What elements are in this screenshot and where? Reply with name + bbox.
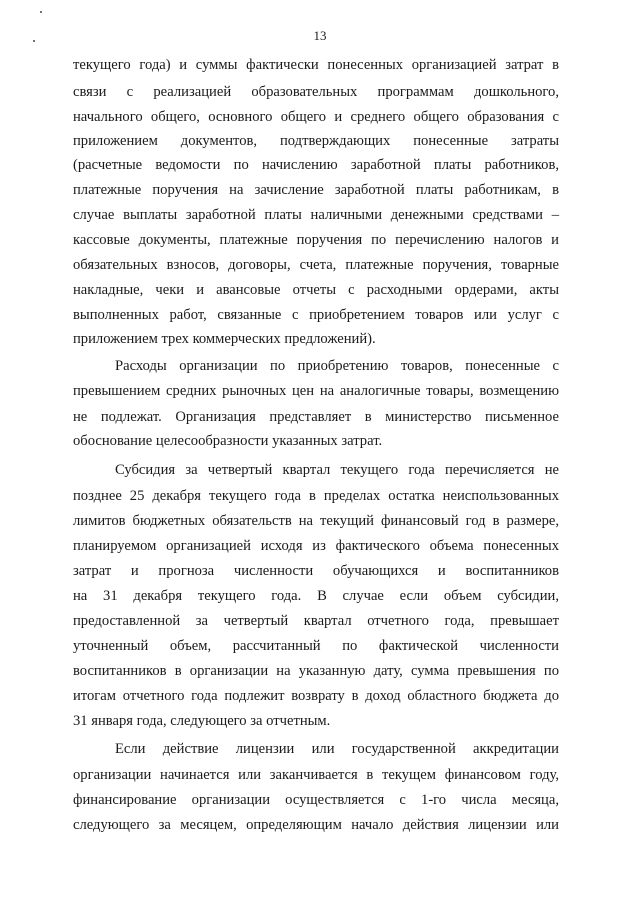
text-line: затрат и прогноза численности обучающихся и воспитанников: [73, 563, 559, 579]
text-line: итогам отчетного года подлежит возврату в доход областного бюджета до: [73, 688, 559, 704]
text-line: уточненный объем, рассчитанный по фактической численности: [73, 638, 559, 654]
text-line: накладные, чеки и авансовые отчеты с расходными ордерами, акты: [73, 282, 559, 298]
text-line: платежные поручения на зачисление заработной платы работникам, в: [73, 182, 559, 198]
text-line: превышением средних рыночных цен на аналогичные товары, возмещению: [73, 383, 559, 399]
text-line: воспитанников в организации на указанную дату, сумма превышения по: [73, 663, 559, 679]
text-line: финансирование организации осуществляется с 1-го числа месяца,: [73, 792, 559, 808]
text-line: планируемом организацией исходя из фактического объема понесенных: [73, 538, 559, 554]
text-line: на 31 декабря текущего года. В случае если объем субсидии,: [73, 588, 559, 604]
text-line: позднее 25 декабря текущего года в пределах остатка неиспользованных: [73, 488, 559, 504]
text-line: организации начинается или заканчивается в текущем финансовом году,: [73, 767, 559, 783]
text-line: приложением документов, подтверждающих понесенные затраты: [73, 133, 559, 149]
text-line: случае выплаты заработной платы наличными денежными средствами –: [73, 207, 559, 223]
text-line: Субсидия за четвертый квартал текущего года перечисляется не: [115, 462, 559, 478]
text-line: текущего года) и суммы фактически понесенных организацией затрат в: [73, 57, 559, 73]
text-line: Если действие лицензии или государственной аккредитации: [115, 741, 559, 757]
text-line: лимитов бюджетных обязательств на текущий финансовый год в размере,: [73, 513, 559, 529]
text-line: не подлежат. Организация представляет в министерство письменное: [73, 409, 559, 425]
text-line: (расчетные ведомости по начислению заработной платы работников,: [73, 157, 559, 173]
text-line: начального общего, основного общего и среднего общего образования с: [73, 109, 559, 125]
text-line: связи с реализацией образовательных программам дошкольного,: [73, 84, 559, 100]
text-line: предоставленной за четвертый квартал отчетного года, превышает: [73, 613, 559, 629]
text-line: кассовые документы, платежные поручения по перечислению налогов и: [73, 232, 559, 248]
text-line: Расходы организации по приобретению товаров, понесенные с: [115, 358, 559, 374]
text-line: 31 января года, следующего за отчетным.: [73, 713, 331, 729]
text-line: обязательных взносов, договоры, счета, платежные поручения, товарные: [73, 257, 559, 273]
text-line: обоснование целесообразности указанных затрат.: [73, 433, 383, 449]
scan-speck: [40, 11, 42, 13]
text-line: следующего за месяцем, определяющим начало действия лицензии или: [73, 817, 559, 833]
page-number: 13: [313, 28, 327, 43]
text-line: выполненных работ, связанные с приобретением товаров или услуг с: [73, 307, 559, 323]
text-line: приложением трех коммерческих предложений).: [73, 331, 376, 347]
